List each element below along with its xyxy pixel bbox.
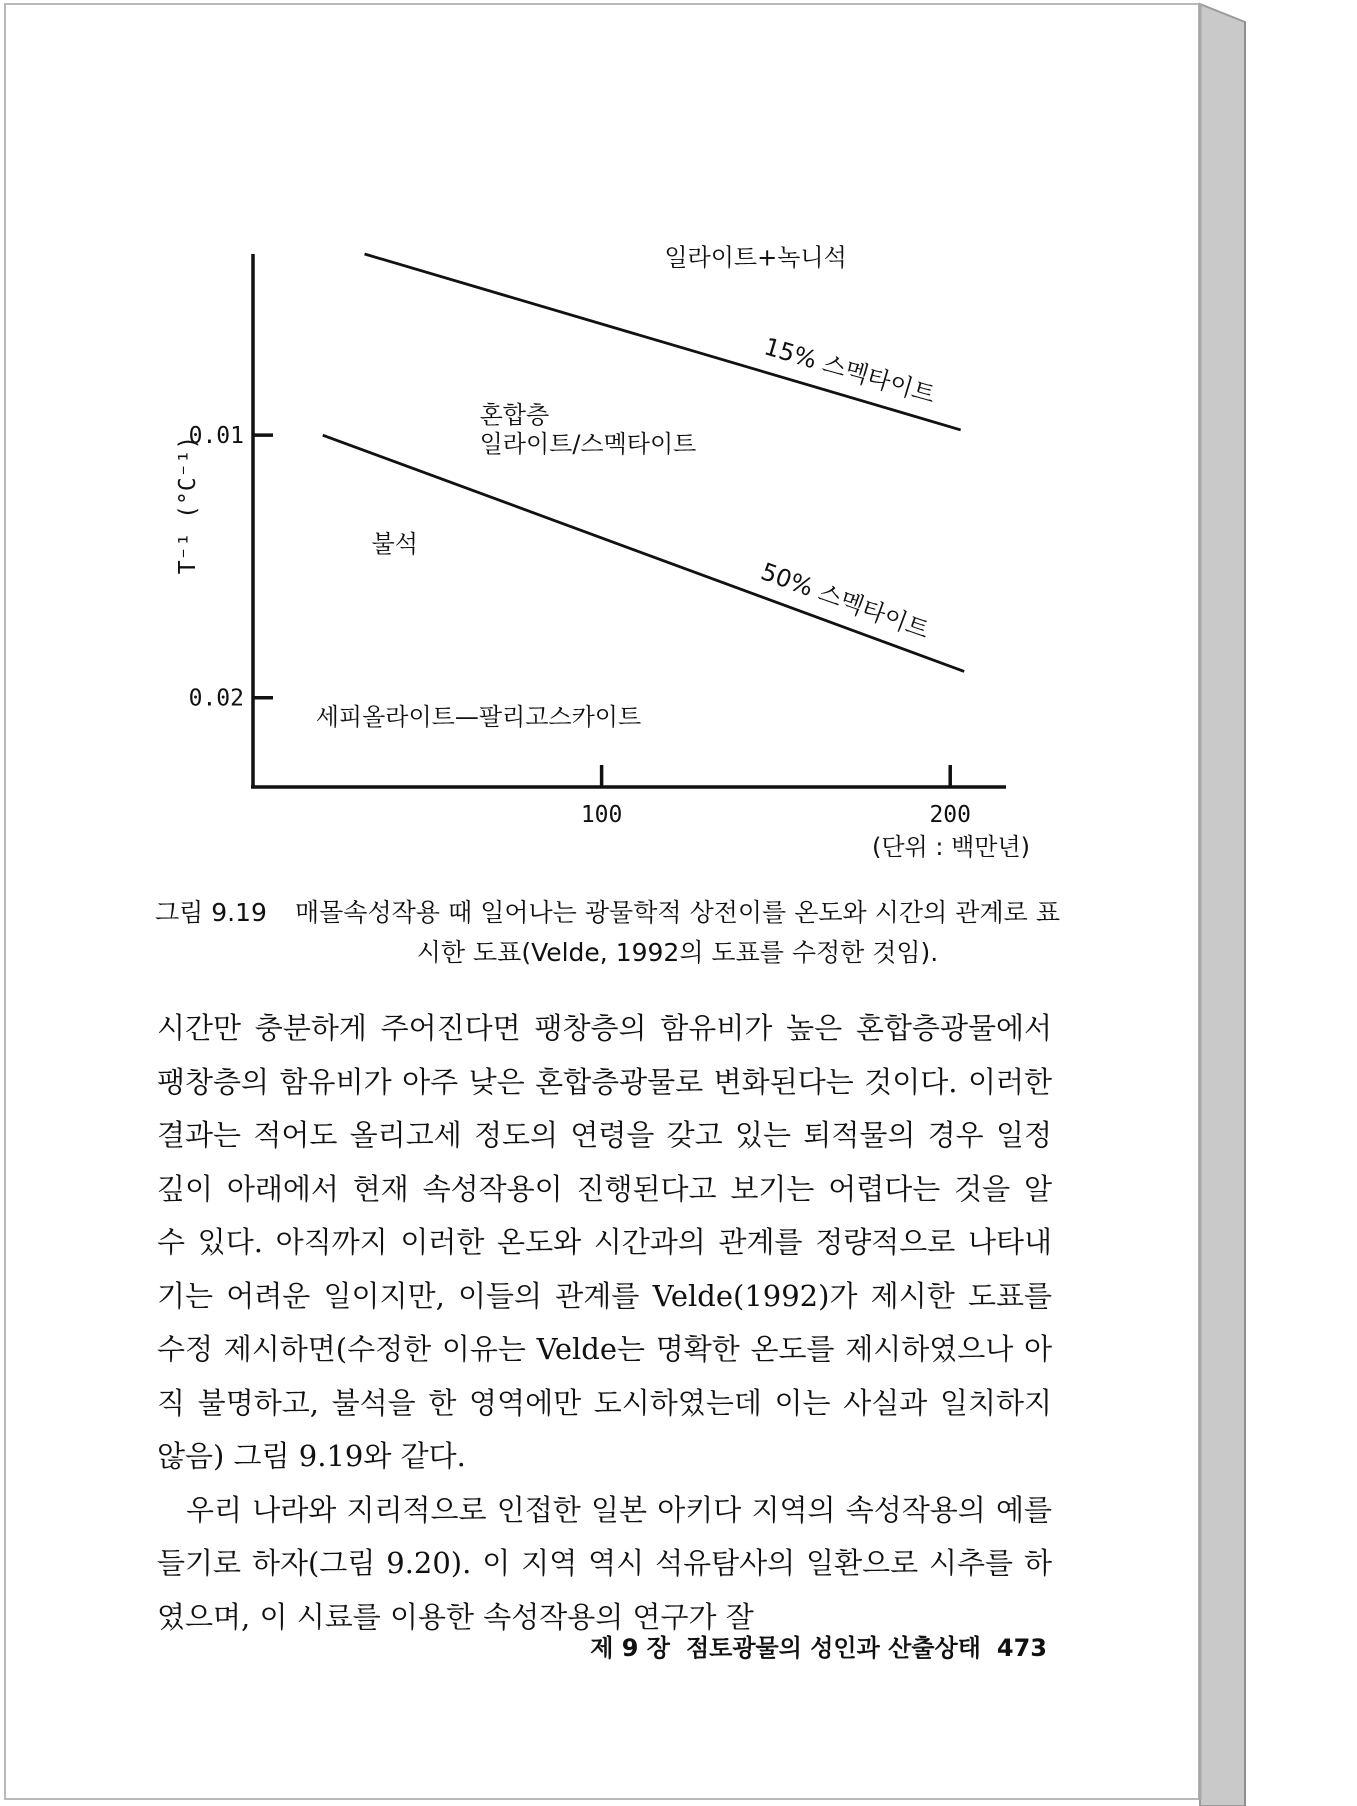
region-label: 세피올라이트—팔리고스카이트 [315, 703, 642, 732]
y-tick-label: 0.02 [188, 685, 244, 712]
series-label-1: 15% 스멕타이트 [760, 332, 939, 410]
y-axis-label: T⁻¹ (°C⁻¹) [175, 435, 201, 575]
region-label: 혼합층 [479, 401, 550, 430]
running-footer [555, 1628, 1047, 1663]
figure-caption [150, 893, 1060, 973]
velde-diagram [0, 0, 1357, 900]
caption-text: 매몰속성작용 때 일어나는 광물학적 상전이를 온도와 시간의 관계로 표시한 도표(Velde, 1992의 도표를 수정한 것임). [295, 898, 1060, 967]
footer-title: 점토광물의 성인과 산출상태 [685, 1634, 981, 1662]
region-label: 일라이트+녹니석 [664, 243, 847, 272]
region-label: 일라이트/스멕타이트 [479, 430, 697, 459]
y-tick-label: 0.01 [188, 423, 244, 450]
boundary-line-1 [365, 254, 961, 430]
boundary-line-2 [323, 435, 964, 671]
caption-number: 그림 9.19 [155, 898, 267, 927]
page-number: 473 [996, 1634, 1047, 1662]
x-tick-label: 200 [929, 802, 971, 828]
body-text [157, 1002, 1052, 1644]
paragraph-2: 우리 나라와 지리적으로 인접한 일본 아키다 지역의 속성작용의 예를 들기로 하자(그림 9.20). 이 지역 역시 석유탐사의 일환으로 시추를 하였으며, 이 시료를 이용한 속성작용의 연구가 잘 [157, 1492, 1052, 1634]
paragraph-1: 시간만 충분하게 주어진다면 팽창층의 함유비가 높은 혼합층광물에서 팽창층의 함유비가 아주 낮은 혼합층광물로 변화된다는 것이다. 이러한 결과는 적어도 올리고세 정도의 연령을 갖고 있는 퇴적물의 경우 일정 깊이 아래에서 현재 속성작용이 진행된다고 보기는 어렵다는 것을 알 수 있다. 아직까지 이러한 온도와 시간과의 관계를 정량적으로 나타내기는 어려운 일이지만, 이들의 관계를 Velde(1992)가 제시한 도표를 수정 제시하면(수정한 이유는 Velde는 명확한 온도를 제시하였으나 아직 불명하고, 불석을 한 영역에만 도시하였는데 이는 사실과 일치하지 않음) 그림 9.19와 같다. [157, 1011, 1052, 1473]
x-axis-unit-label: (단위 : 백만년) [872, 833, 1030, 861]
series-label-2: 50% 스멕타이트 [757, 557, 933, 645]
x-tick-label: 100 [580, 802, 623, 828]
region-label: 불석 [371, 529, 418, 558]
footer-chapter: 제 9 장 [590, 1634, 670, 1662]
